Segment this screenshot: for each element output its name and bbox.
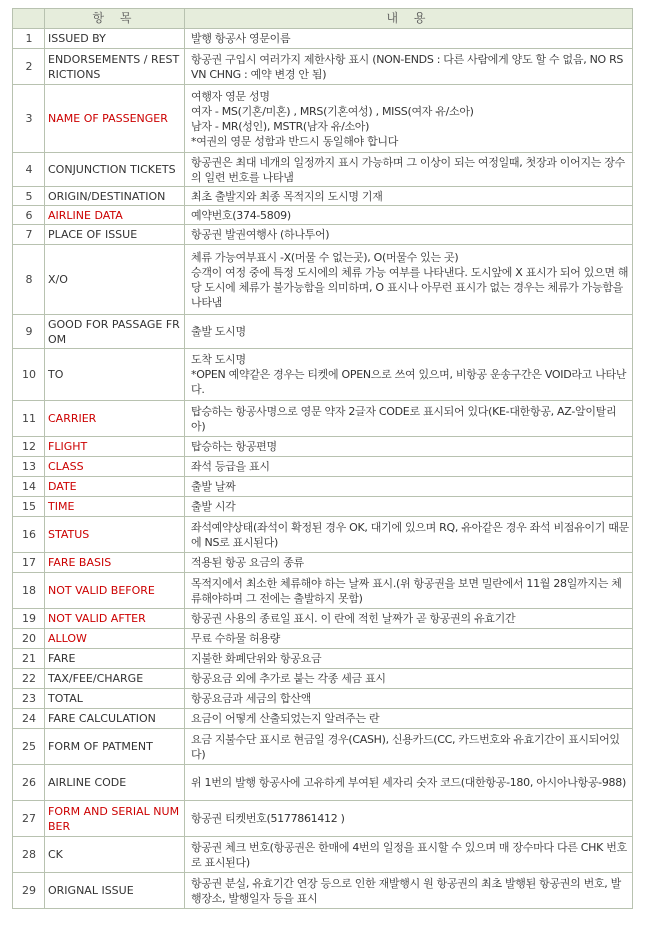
description-line: 탑승하는 항공사명으로 영문 약자 2글자 CODE로 표시되어 있다(KE-대한항공, AZ-알이탈리아) — [191, 404, 617, 433]
description-line: 발행 항공사 영문이름 — [191, 32, 291, 45]
row-description — [185, 649, 633, 669]
row-number: 10 — [13, 349, 45, 401]
table-row — [13, 729, 633, 765]
row-description — [185, 553, 633, 573]
description-line: 좌석 등급을 표시 — [191, 460, 270, 473]
table-row — [13, 837, 633, 873]
description-line: 최초 출발지와 최종 목적지의 도시명 기재 — [191, 189, 383, 203]
row-description — [185, 225, 633, 245]
row-description — [185, 629, 633, 649]
table-row — [13, 457, 633, 477]
row-item: X/O — [45, 245, 185, 315]
row-description — [185, 765, 633, 801]
table-row — [13, 649, 633, 669]
description-line: 항공권 체크 번호(항공권은 한매에 4번의 일정을 표시할 수 있으며 매 장수마다 다른 CHK 번호로 표시된다) — [191, 840, 627, 869]
description-line: 출발 시각 — [191, 500, 236, 513]
row-number: 26 — [13, 765, 45, 801]
description-line: *OPEN 예약같은 경우는 티켓에 OPEN으로 쓰여 있으며, 비항공 운송구간은 VOID라고 나타난다. — [191, 368, 627, 396]
row-item: FLIGHT — [45, 437, 185, 457]
row-number: 28 — [13, 837, 45, 873]
row-description — [185, 517, 633, 553]
row-description — [185, 245, 633, 315]
row-number: 24 — [13, 709, 45, 729]
row-number: 12 — [13, 437, 45, 457]
table-row — [13, 709, 633, 729]
table-row — [13, 187, 633, 206]
row-number: 8 — [13, 245, 45, 315]
row-number: 20 — [13, 629, 45, 649]
row-item: ALLOW — [45, 629, 185, 649]
table-row — [13, 629, 633, 649]
description-line: *여권의 영문 성함과 반드시 동일해야 합니다 — [191, 134, 399, 148]
description-line: 지불한 화폐단위와 항공요금 — [191, 652, 322, 665]
row-number: 15 — [13, 497, 45, 517]
row-item: GOOD FOR PASSAGE FROM — [45, 315, 185, 349]
table-row — [13, 669, 633, 689]
row-description — [185, 437, 633, 457]
row-number: 21 — [13, 649, 45, 669]
row-description — [185, 729, 633, 765]
description-line: 출발 도시명 — [191, 325, 246, 338]
row-item: TIME — [45, 497, 185, 517]
row-description — [185, 401, 633, 437]
row-item: AIRLINE DATA — [45, 206, 185, 225]
row-item: NOT VALID BEFORE — [45, 573, 185, 609]
row-item: PLACE OF ISSUE — [45, 225, 185, 245]
row-number: 23 — [13, 689, 45, 709]
row-number: 7 — [13, 225, 45, 245]
row-description — [185, 689, 633, 709]
row-item: FARE CALCULATION — [45, 709, 185, 729]
row-item: CARRIER — [45, 401, 185, 437]
row-item: CK — [45, 837, 185, 873]
row-description — [185, 573, 633, 609]
table-row — [13, 225, 633, 245]
row-item: STATUS — [45, 517, 185, 553]
row-item: AIRLINE CODE — [45, 765, 185, 801]
row-item: TO — [45, 349, 185, 401]
row-item: ORIGIN/DESTINATION — [45, 187, 185, 206]
description-line: 예약번호(374-5809) — [191, 208, 291, 222]
description-line: 항공권은 최대 네개의 일정까지 표시 가능하며 그 이상이 되는 여정일때, 첫장과 이어지는 장수의 일련 번호를 나타냄 — [191, 155, 625, 184]
row-item: CONJUNCTION TICKETS — [45, 153, 185, 187]
row-number: 17 — [13, 553, 45, 573]
ticket-field-table — [12, 8, 633, 909]
row-description — [185, 206, 633, 225]
description-line: 항공권 사용의 종료일 표시. 이 란에 적힌 날짜가 곧 항공권의 유효기간 — [191, 612, 516, 625]
description-line: 항공요금과 세금의 합산액 — [191, 692, 311, 705]
row-number: 5 — [13, 187, 45, 206]
row-number: 27 — [13, 801, 45, 837]
table-header-row — [13, 9, 633, 29]
row-number: 19 — [13, 609, 45, 629]
row-description — [185, 457, 633, 477]
table-row — [13, 437, 633, 457]
row-description — [185, 153, 633, 187]
row-item: FORM OF PATMENT — [45, 729, 185, 765]
row-item: FARE BASIS — [45, 553, 185, 573]
description-line: 무료 수하물 허용량 — [191, 632, 281, 645]
table-row — [13, 315, 633, 349]
row-description — [185, 801, 633, 837]
description-line: 요금이 어떻게 산출되었는지 알려주는 란 — [191, 712, 380, 725]
row-description — [185, 349, 633, 401]
table-row — [13, 497, 633, 517]
row-number: 18 — [13, 573, 45, 609]
row-number: 16 — [13, 517, 45, 553]
row-item: DATE — [45, 477, 185, 497]
table-row — [13, 349, 633, 401]
description-line: 요금 지불수단 표시로 현금일 경우(CASH), 신용카드(CC, 카드번호와 유효기간이 표시되어있다) — [191, 732, 620, 761]
table-row — [13, 206, 633, 225]
row-number: 1 — [13, 29, 45, 49]
table-row — [13, 553, 633, 573]
row-item: TOTAL — [45, 689, 185, 709]
description-line: 도착 도시명 — [191, 353, 246, 366]
table-row — [13, 801, 633, 837]
description-line: 항공요금 외에 추가로 붙는 각종 세금 표시 — [191, 672, 386, 685]
description-line: 항공권 구입시 여러가지 제한사항 표시 (NON-ENDS : 다른 사람에게 양도 할 수 없음, NO RSVN CHNG : 예약 변경 안 됨) — [191, 52, 624, 81]
row-item: ORIGNAL ISSUE — [45, 873, 185, 909]
row-item: FARE — [45, 649, 185, 669]
description-line: 목적지에서 최소한 체류해야 하는 날짜 표시.(위 항공권을 보면 밀란에서 11월 28일까지는 체류해야하며 그 전에는 출발하지 못함) — [191, 576, 622, 605]
table-row — [13, 401, 633, 437]
description-line: 탑승하는 항공편명 — [191, 440, 277, 453]
row-number: 9 — [13, 315, 45, 349]
description-line: 여행자 영문 성명 — [191, 89, 270, 103]
description-line: 항공권 분실, 유효기간 연장 등으로 인한 재발행시 원 항공권의 최초 발행된 항공권의 번호, 발행장소, 발행일자 등을 표시 — [191, 876, 622, 905]
row-number: 13 — [13, 457, 45, 477]
description-line: 남자 - MR(성인), MSTR(남자 유/소아) — [191, 119, 370, 133]
row-description — [185, 837, 633, 873]
table-row — [13, 85, 633, 153]
row-item: ENDORSEMENTS / RESTRICTIONS — [45, 49, 185, 85]
row-number: 22 — [13, 669, 45, 689]
description-line: 좌석예약상태(좌석이 확정된 경우 OK, 대기에 있으며 RQ, 유아같은 경우 좌석 비점유이기 때문에 NS로 표시된다) — [191, 520, 629, 549]
row-description — [185, 315, 633, 349]
row-item: NAME OF PASSENGER — [45, 85, 185, 153]
description-line: 항공권 발권여행사 (하나투어) — [191, 228, 330, 241]
row-description — [185, 85, 633, 153]
ticket-field-table-container — [12, 8, 632, 909]
table-row — [13, 573, 633, 609]
row-description — [185, 477, 633, 497]
table-row — [13, 689, 633, 709]
header-content: 내 용 — [185, 9, 633, 29]
row-number: 2 — [13, 49, 45, 85]
row-number: 4 — [13, 153, 45, 187]
table-row — [13, 49, 633, 85]
row-description — [185, 873, 633, 909]
table-row — [13, 873, 633, 909]
table-row — [13, 477, 633, 497]
row-number: 14 — [13, 477, 45, 497]
row-item: ISSUED BY — [45, 29, 185, 49]
row-item: FORM AND SERIAL NUMBER — [45, 801, 185, 837]
row-description — [185, 49, 633, 85]
row-number: 3 — [13, 85, 45, 153]
table-row — [13, 245, 633, 315]
row-item: CLASS — [45, 457, 185, 477]
description-line: 위 1번의 발행 항공사에 고유하게 부여된 세자리 숫자 코드(대한항공-180, 아시아나항공-988) — [191, 776, 626, 789]
table-row — [13, 609, 633, 629]
table-row — [13, 29, 633, 49]
table-row — [13, 517, 633, 553]
row-description — [185, 609, 633, 629]
header-number — [13, 9, 45, 29]
row-number: 29 — [13, 873, 45, 909]
description-line: 승객이 여정 중에 특정 도시에의 체류 가능 여부를 나타낸다. 도시앞에 X 표시가 되어 있으면 해당 도시에 체류가 불가능함을 의미하며, O 표시나 아무런 표시가 없는 경우는 체류가 가능함을 나타냄 — [191, 265, 629, 309]
description-line: 항공권 티켓번호(5177861412 ) — [191, 812, 345, 825]
row-description — [185, 29, 633, 49]
row-description — [185, 187, 633, 206]
description-line: 체류 가능여부표시 -X(머물 수 없는곳), O(머물수 있는 곳) — [191, 250, 459, 264]
row-item: TAX/FEE/CHARGE — [45, 669, 185, 689]
table-body — [13, 29, 633, 909]
row-item: NOT VALID AFTER — [45, 609, 185, 629]
description-line: 출발 날짜 — [191, 480, 236, 493]
row-number: 6 — [13, 206, 45, 225]
description-line: 여자 - MS(기혼/미혼) , MRS(기혼여성) , MISS(여자 유/소아) — [191, 104, 474, 118]
row-description — [185, 709, 633, 729]
table-row — [13, 153, 633, 187]
row-number: 25 — [13, 729, 45, 765]
description-line: 적용된 항공 요금의 종류 — [191, 556, 304, 569]
table-row — [13, 765, 633, 801]
row-number: 11 — [13, 401, 45, 437]
header-item: 항 목 — [45, 9, 185, 29]
row-description — [185, 497, 633, 517]
row-description — [185, 669, 633, 689]
